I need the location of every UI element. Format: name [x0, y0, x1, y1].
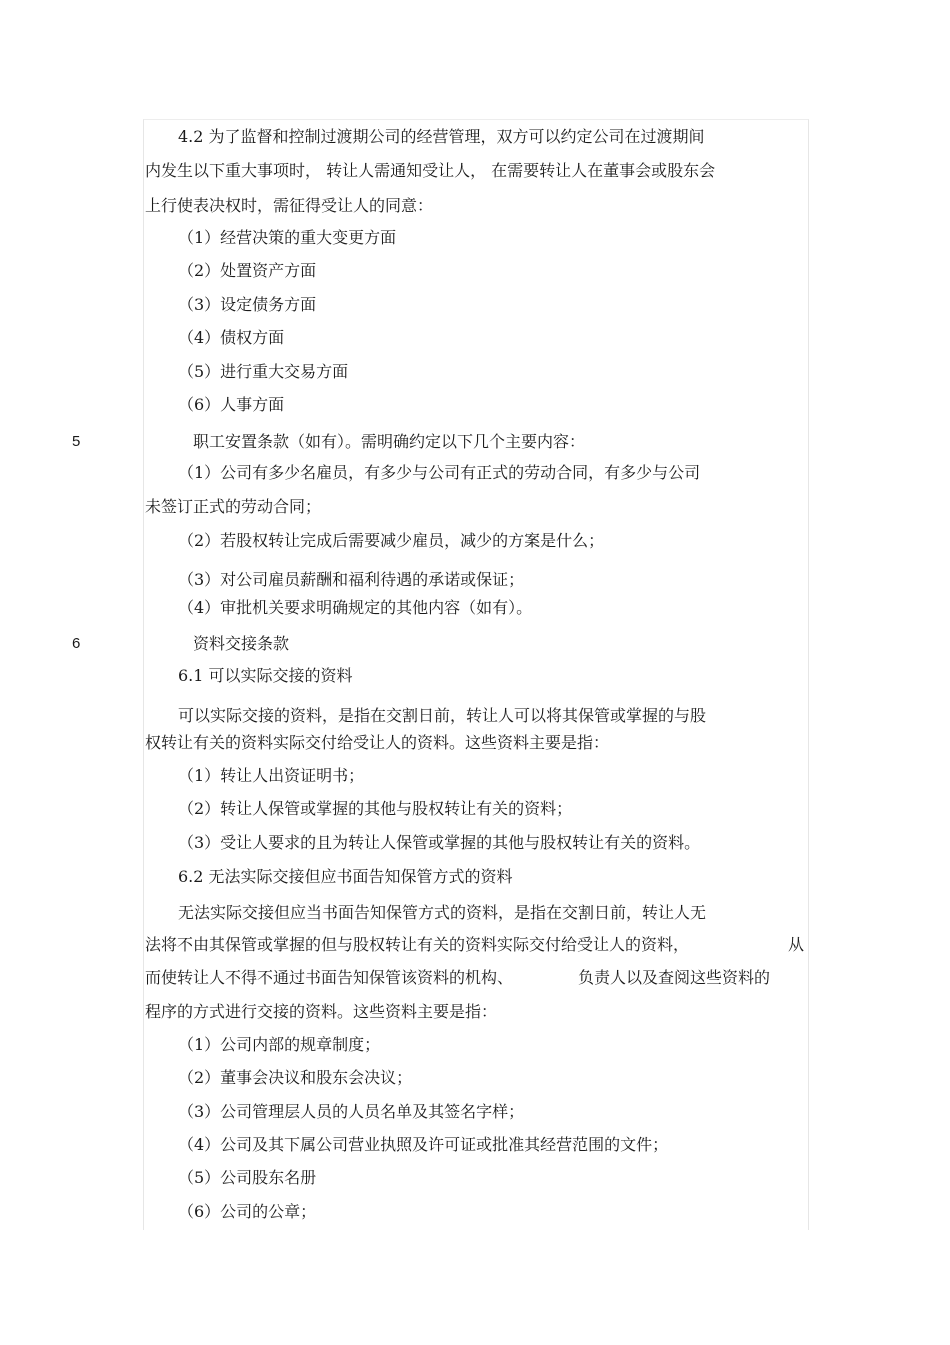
section-5-title: 职工安置条款（如有）。需明确约定以下几个主要内容： — [193, 432, 586, 451]
section-5-item-1-line-2: 未签订正式的劳动合同； — [145, 497, 322, 516]
clause-6-2-para-line-2: 法将不由其保管或掌握的但与股权转让有关的资料实际交付给受让人的资料， — [145, 935, 690, 954]
section-5-item-2: （2）若股权转让完成后需要减少雇员，减少的方案是什么； — [178, 531, 605, 550]
clause-4-2-item-1: （1）经营决策的重大变更方面 — [178, 228, 397, 247]
clause-6-2-para-line-3: 而使转让人不得不通过书面告知保管该资料的机构、 — [145, 968, 514, 987]
clause-6-1-item-1: （1）转让人出资证明书； — [178, 766, 365, 785]
clause-4-2-line-3: 上行使表决权时，需征得受让人的同意： — [145, 196, 434, 215]
clause-4-2-item-6: （6）人事方面 — [178, 395, 285, 414]
clause-6-2-para-line-2-tail: 从 — [788, 935, 805, 954]
clause-6-1-title: 6.1 可以实际交接的资料 — [178, 666, 353, 685]
clause-6-2-para-line-1: 无法实际交接但应当书面告知保管方式的资料，是指在交割日前，转让人无 — [178, 903, 707, 922]
clause-6-1-item-2: （2）转让人保管或掌握的其他与股权转让有关的资料； — [178, 799, 573, 818]
clause-6-1-para-line-1: 可以实际交接的资料，是指在交割日前，转让人可以将其保管或掌握的与股 — [178, 706, 707, 725]
clause-6-2-item-6: （6）公司的公章； — [178, 1202, 317, 1221]
clause-6-1-para-line-2: 权转让有关的资料实际交付给受让人的资料。这些资料主要是指： — [145, 733, 610, 752]
section-5-item-3: （3）对公司雇员薪酬和福利待遇的承诺或保证； — [178, 570, 525, 589]
clause-6-2-item-4: （4）公司及其下属公司营业执照及许可证或批准其经营范围的文件； — [178, 1135, 669, 1154]
clause-6-2-para-line-3-tail: 负责人以及查阅这些资料的 — [578, 968, 771, 987]
clause-6-2-item-1: （1）公司内部的规章制度； — [178, 1035, 381, 1054]
section-6-title: 资料交接条款 — [193, 634, 290, 653]
clause-6-1-item-3: （3）受让人要求的且为转让人保管或掌握的其他与股权转让有关的资料。 — [178, 833, 701, 852]
clause-6-2-item-3: （3）公司管理层人员的人员名单及其签名字样； — [178, 1102, 525, 1121]
clause-6-2-para-line-4: 程序的方式进行交接的资料。这些资料主要是指： — [145, 1002, 498, 1021]
clause-4-2-item-5: （5）进行重大交易方面 — [178, 362, 349, 381]
clause-4-2-line-2: 内发生以下重大事项时， 转让人需通知受让人， 在需要转让人在董事会或股东会 — [145, 161, 716, 180]
section-6-number: 6 — [72, 635, 81, 652]
section-5-number: 5 — [72, 433, 81, 450]
clause-4-2-item-4: （4）债权方面 — [178, 328, 285, 347]
clause-6-2-item-2: （2）董事会决议和股东会决议； — [178, 1068, 413, 1087]
clause-6-2-item-5: （5）公司股东名册 — [178, 1168, 317, 1187]
section-5-item-4: （4）审批机关要求明确规定的其他内容（如有）。 — [178, 598, 533, 617]
clause-4-2-line-1: 4.2 为了监督和控制过渡期公司的经营管理，双方可以约定公司在过渡期间 — [178, 127, 705, 146]
clause-4-2-item-2: （2）处置资产方面 — [178, 261, 317, 280]
clause-6-2-title: 6.2 无法实际交接但应书面告知保管方式的资料 — [178, 867, 513, 886]
clause-4-2-item-3: （3）设定债务方面 — [178, 295, 317, 314]
section-5-item-1-line-1: （1）公司有多少名雇员，有多少与公司有正式的劳动合同，有多少与公司 — [178, 463, 701, 482]
